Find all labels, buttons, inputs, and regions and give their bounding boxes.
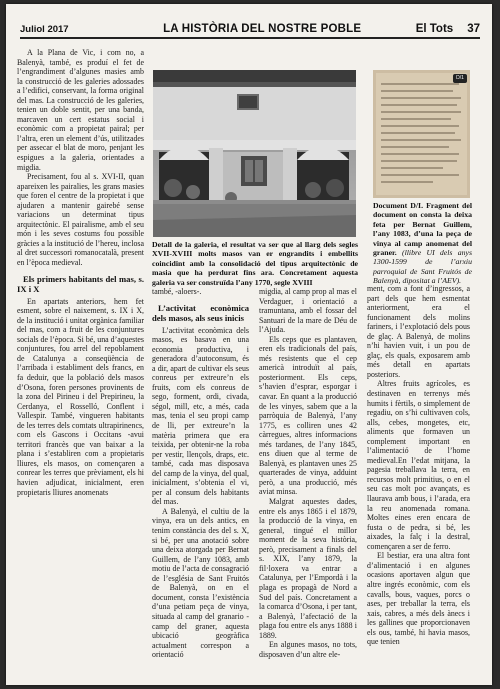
section-title: LA HISTÒRIA DEL NOSTRE POBLE — [163, 23, 362, 35]
paragraph: El bestiar, era una altra font d’alimentació i en algunes ocasions aportaven algun que altre ingrés econòmic, com els cavalls, bous, vaques, porcs o ases, per treballar la terra, els xais, cabres, a més dels ànecs i les gallines que proporcionaven els ous, també, hi havia masos, que tenien — [367, 551, 470, 647]
issue-date: Juliol 2017 — [20, 24, 69, 35]
page-number: 37 — [467, 23, 480, 35]
gallery-photo — [153, 70, 356, 237]
article-column-1 — [17, 48, 144, 497]
document-caption-title: Document D/I. Fragment del document on consta la deixa feta per Bernat Guillem, l’any 1083, d’una la peça de vinya al camp anomenat del graner. — [373, 201, 472, 258]
paragraph: A Balenyà, el cultiu de la vinya, era un dels antics, en tenim constància des del s. X, si bé, per una anotació sobre una deixa atorgada per Bernat Guillem, de l’any 1083, amb motiu de l’acta de consagració de l’església de Sant Fruitós de Balenyà, on en el document, consta l’existència d’una petiam peça de vinya, situada al camp del granario -camp del graner, aquesta ubicació geogràfica actualment correspon a orientació — [152, 506, 249, 660]
paragraph: Altres fruits agrícoles, es destinaven en terrenys més humits i fèrtils, o simplement de regadiu, on s’hi cultivaven cols, alls, cebes, mongetes, etc, aliments que formaven un complement important en l’alimentació de l’home medieval.En l’edat mitjana, la pagesia treballava la terra, en recursos molt primitius, o en el seu cas molt poc avançats, es llaurava amb bous, i l’arada, era la reu anomenada romana. Moltes eines eren encara de fusta o de pedra, si bé, les aixades, la falç i la destral, començaren a ser de ferro. — [367, 379, 470, 551]
subheading: Els primers habitants del mas, s. IX i X — [17, 273, 144, 294]
article-column-4 — [367, 284, 470, 647]
photo-caption: Detall de la galeria, el resultat va ser que al llarg dels segles XVII-XVIII molts masos van er engrandits i embellits coincidint amb la consolidació del tipus arquitectònic de masia que ha perdurat fins ara. Concretament aquesta galeria va ser construïda l’any 1770, segle XVIII — [152, 240, 358, 287]
figure-tag: D/1 — [453, 74, 467, 83]
paragraph: migdia, al camp prop al mas el Verdaguer, i orientació a tramuntana, amb el fossar del Santuari de la mare de Déu de l’Ajuda. — [259, 287, 357, 335]
article-column-2 — [152, 287, 249, 660]
paragraph: L’activitat econòmica dels masos, es basava en una economia productiva, i generadora d’autoconsum, és a dir, apart de cultivar els seus conreus per extreure’n els fruits, com els conreus de sego, forment, ordi, civada, ségol, mill, etc, a més, cada mas, tenia el seu propi camp de lli, per extreure’n la matèria primera que era teixida, per obtenir-ne la roba per vestir, llençols, draps, etc. també, cada mas disposava del camp de la vinya, del qual, inicialment, s’obtenia el vi, per al consum dels habitants del mas. — [152, 325, 249, 507]
document-caption-source: (llibre UI dels anys 1300-1599 de l’arxiu parroquial de Sant Fruitós de Balenyà, dipositat a l’AEV). — [373, 248, 473, 286]
manuscript-photo — [373, 70, 470, 198]
paragraph: A la Plana de Vic, i com no, a Balenyà, també, es produí el fet de l’engrandiment d’algunes masies amb la construcció de les galeries adossades a l’edifici, conservant, la forma original del mas. La construcció de les galeries, tenien un doble sentit, per una banda, marcaven un cert estatus social i econòmic com a propietat pairal; per l’altra, eren un element d’ús, utilitzades per assecar el blat de moro, penjant les espigues a la galeria, orientades a migdia. — [17, 48, 144, 172]
document-caption — [373, 201, 472, 286]
publication-name: El Tots — [415, 23, 454, 35]
manuscript-image — [373, 70, 470, 198]
subheading: L’activitat econòmica dels masos, als seus inicis — [152, 302, 249, 323]
paragraph: ment, com a font d’ingressos, a part dels que hem esmentat anteriorment, era el funcionament dels molins fariners, i l’explotació dels pous de glaç. A Balenyà, de molins n’hi havien vuit, i un pou de glaç, els quals, exposarem amb més detall en apartats posteriors. — [367, 284, 470, 379]
header-right — [416, 23, 480, 35]
paragraph: Els ceps que es plantaven, eren els tradicionals del país, més resistents que el cep americà introduït al país, posteriorment. Els ceps, s’havien d’esprar, esporgar i cavar. En quant a la producció de les vinyes, sabem que a la parròquia de Balenyà, l’any 1775, es colliren unes 42 càrregues, altres informacions més tardanes, de l’any 1845, ens diuen que al terme de Balenyà, es plantaven unes 25 quarterades de vinya, adduint però, a una producció, més aviat minsa. — [259, 334, 357, 497]
paragraph: també, -aloers-. — [152, 287, 202, 296]
paragraph: Precisament, fou al s. XVI-II, quan apareixen les pairalies, les grans masies que foren el centre de la propietat i que ajudaren a mantenir gairebé sense variacions un determinat tipus arquitectònic. El pairalisme, amb el seu món i les seves costums fou possible gràcies a la institució de l’hereu, inclosa al dret successori romanocatalà, present en l’època medieval. — [17, 172, 144, 268]
paragraph: En algunes masos, no tots, disposaven d’un altre ele- — [259, 640, 357, 659]
masia-gallery-image — [153, 70, 356, 237]
newspaper-page — [6, 4, 492, 685]
article-column-3 — [259, 287, 357, 659]
page-header — [20, 23, 480, 39]
paragraph: Malgrat aquestes dades, entre els anys 1865 i el 1879, la producció de la vinya, en general, tingué el millor moment de la seva història, però, precisament a finals del s. XIX, l’any 1879, la fil·loxera va entrar a Catalunya, per l’Empordà i la plaga es propagà de Nord a Sud del país. Concretament a la comarca d’Osona, i per tant, a Balenyà, l’afectació de la plaga fou entre els anys 1888 i 1889. — [259, 497, 357, 640]
paragraph: En apartats anteriors, hem fet esment, sobre el naixement, s. IX i X, de la institució i unitat orgànica familiar del mas, com a fruit de les conjuntures socials de l’època. Si bé, una d’aquestes conjuntures, fou arrel del repoblament de Catalunya a conseqüència de l’arribada i establiment dels francs, en fa deduir, que la població dels masos d’Osona, foren persones provinents de la zona del Pirineu i del Prepirineu, la Cerdanya, el Rosselló, Conflent i Vallespir. També, vingueren habitants de les terres dels comtats ultrapirinencs, com els Gascons i Occitans -avui territori francès que van baixar a la plana i s’establiren com a propietaris lliures, els masos, on començaren a conrear les terres que prèviament, els hi havien adjudicat, inicialment, eren propietaris lliures anomenats — [17, 296, 144, 497]
